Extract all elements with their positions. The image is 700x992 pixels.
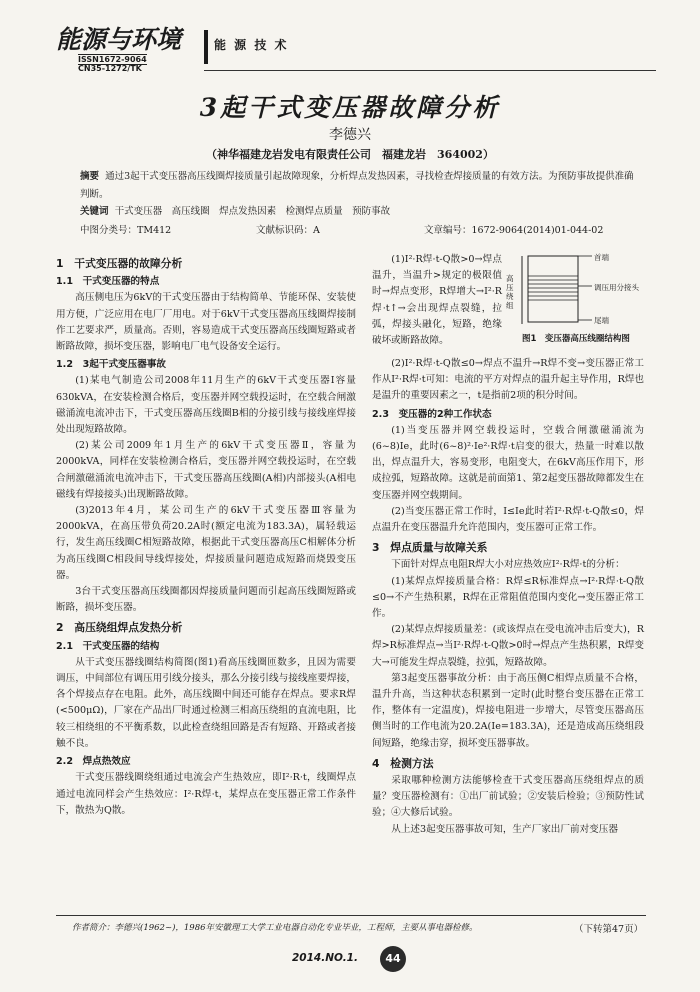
section-heading: 1 干式变压器的故障分析	[56, 257, 183, 270]
paragraph: (2)某焊点焊接质量差：(或该焊点在受电流冲击后变大)，R焊>R标准焊点→当I²·R焊·t-Q散>0时→焊点产生热积累，R焊变大→可能发生焊点裂缝，拉弧，短路故障。	[372, 624, 644, 668]
subsection-heading: 1.2 3起干式变压器事故	[56, 359, 167, 371]
section-name: 能 源 技 术	[214, 38, 289, 52]
paragraph: (1)某焊点焊接质量合格：R焊≤R标准焊点→I²·R焊·t-Q散≤0→不产生热积累，R焊在正常阻值范围内变化→变压器正常工作。	[372, 575, 644, 620]
page-number: 44	[380, 946, 406, 972]
paragraph: 第3起变压器事故分析：由于高压侧C相焊点质量不合格，温升升高，当这种状态积累到一定时(此时整台变压器在正常工作，整体有一定温度)，焊接电阻进一步增大，尽管变压器高压侧当时的工作电流为20.2A(Ⅰe=183.3A)，还是造成高压绕组段间短路，绝缘击穿，损坏变压器事故。	[372, 672, 644, 749]
paragraph: 下面针对焊点电阻R焊大小对应热效应I²·R焊·t的分析：	[391, 559, 625, 571]
paragraph: (3)2013年4月，某公司生产的6kV干式变压器Ⅲ容量为2000kVA，在高压带负荷20.2A时(额定电流为183.3A)，属轻载运行，发生高压线圈C相短路故障，根据此干式变压器高压C相解体分析为高压线圈C相段间导线焊接处，焊接质量问题造成短路而烧毁变压器。	[56, 505, 356, 581]
journal-title: 能源与环境	[56, 25, 182, 54]
footnote-rule	[56, 915, 646, 916]
document-code: 文献标识码：A	[256, 225, 320, 236]
clc-number: 中图分类号：TM412	[80, 225, 172, 236]
paragraph: 从干式变压器线圈结构简图(图1)看高压线圈匝数多，且因为需要调压，中间部位有调压用引线分接头，那么分接引线与接线座要焊接，各个焊接点存在电阻。此外，高压线圈中间还可能存在焊点。要求R焊(<500μΩ)，厂家在产品出厂时通过检测三相高压绕组的直流电阻，比较三相绕组的不平衡系数，以此检查绕组回路是否有短路、开路或者接触不良。	[56, 656, 356, 749]
subsection-heading: 2.3 变压器的2种工作状态	[372, 408, 492, 420]
paragraph: (1)当变压器并网空载投运时，空载合闸激磁涌流为(6~8)Ie，此时(6~8)²·Ie²·R焊·t启变的很大，热量一时难以散出，焊点温升大，容易变形，电阻变大，在6kV高压作用下，形成拉弧，短路故障。这就是前面第1、第2起变压器故障都发生在变压器并网空载期间。	[372, 424, 644, 501]
keywords-label: 关键词	[80, 206, 109, 217]
figure-1	[504, 252, 646, 352]
figure-label-top: 首端	[594, 253, 609, 262]
section-heading: 3 焊点质量与故障关系	[372, 541, 488, 555]
continued-note: （下转第47页）	[574, 924, 644, 935]
author-note: 作者简介：李德兴(1962~)，1986年安徽理工大学工业电器自动化专业毕业，工程师，主要从事电器检修。	[72, 923, 478, 933]
paragraph: 采取哪种检测方法能够检查干式变压器高压绕组焊点的质量？变压器检测有：①出厂前试验；②安装后检验；③预防性试验；④大修后试验。	[372, 775, 644, 819]
coil-body	[528, 256, 578, 322]
article-author: 李德兴	[329, 127, 371, 143]
section-heading: 4 检测方法	[372, 756, 434, 770]
keywords	[80, 205, 640, 219]
abstract-label: 摘要	[80, 171, 100, 182]
left-column	[56, 252, 356, 819]
paragraph: (1)I²·R焊·t-Q散>0→焊点温升，当温升>规定的极限值时→焊点变形，R焊增大→I²·R焊·t↑→会出现焊点裂缝，拉弧，焊接头融化，短路，绝缘破坏或断路故障。	[372, 254, 502, 347]
paragraph: (2)某公司2009年1月生产的6kV干式变压器Ⅱ，容量为2000kVA，同样在安装检测合格后，变压器并网空载投运时，在空载合闸激磁涌流电流冲击下，干式变压器高压线圈(A相)内部接头(A相电磁线有焊接接头)出现断路故障。	[56, 440, 356, 500]
figure-label-side: 高压绕组	[506, 274, 514, 310]
journal-header	[56, 26, 656, 76]
paragraph: 干式变压器线圈绕组通过电流会产生热效应，即I²·R·t，线圈焊点通过电流同样会产生热效应：I²·R焊·t，某焊点在变压器正常工作条件下，散热为Q散。	[56, 772, 356, 816]
right-column	[372, 356, 644, 838]
figure-label-end: 尾端	[594, 316, 609, 325]
journal-issn: ISSN1672-9064	[78, 55, 147, 64]
subsection-heading: 2.2 焊点热效应	[56, 756, 131, 768]
subsection-heading: 1.1 干式变压器的特点	[56, 276, 160, 288]
journal-cn: CN35-1272/TK	[78, 64, 142, 73]
section-heading: 2 高压绕组焊点发热分析	[56, 621, 183, 635]
article-affiliation: （神华福建龙岩发电有限责任公司 福建龙岩 364002）	[206, 148, 494, 161]
figure-label-mid: 调压用分接头	[594, 283, 639, 292]
paragraph: (2)当变压器正常工作时，I≤Ie此时若I²·R焊·t-Q散≤0，焊点温升在变压器温升允许范围内，变压器可正常工作。	[372, 505, 644, 534]
abstract-text: 通过3起干式变压器高压线圈焊接质量引起故障现象，分析焊点发热因素，寻找检查焊接质量的有效方法。为预防事故提供准确判断。	[80, 171, 634, 200]
paragraph: (1)某电气制造公司2008年11月生产的6kV干式变压器Ⅰ容量630kVA，在安装检测合格后，变压器并网空载投运时，在空载合闸激磁涌流电流冲击下，干式变压器高压线圈B相的分接引线与接线座焊接处出现短路故障。	[56, 375, 356, 436]
paragraph: 3台干式变压器高压线圈都因焊接质量问题而引起高压线圈短路或断路，损坏变压器。	[56, 586, 356, 614]
article-title: 3起干式变压器故障分析	[199, 93, 501, 122]
paragraph: 高压侧电压为6kV的干式变压器由于结构简单、节能环保、安装使用方便，广泛应用在电厂厂用电。对于6kV干式变压器高压线圈焊接制作工艺要求严，质量高。否则，容易造成干式变压器高压线圈短路或者断路故障，损坏变压器，影响电厂电气设备安全运行。	[56, 292, 356, 353]
paragraph: (2)I²·R焊·t-Q散≤0→焊点不温升→R焊不变→变压器正常工作从I²·R焊·t可知：电流的平方对焊点的温升起主导作用，R焊也是温升的重要因素之一，t是指前2项的积分时间。	[372, 358, 644, 402]
header-rule	[204, 70, 656, 71]
figure-caption: 图1 变压器高压线圈结构图	[522, 334, 630, 344]
issue-label: 2014.NO.1.	[292, 952, 358, 964]
abstract	[80, 168, 640, 204]
right-column-top	[372, 252, 502, 349]
paragraph: 从上述3起变压器事故可知，生产厂家出厂前对变压器	[391, 823, 618, 835]
subsection-heading: 2.1 干式变压器的结构	[56, 640, 160, 652]
header-bar	[204, 30, 208, 64]
keywords-text: 干式变压器 高压线圈 焊点发热因素 检测焊点质量 预防事故	[114, 206, 391, 217]
article-number: 文章编号：1672-9064(2014)01-044-02	[424, 225, 604, 236]
